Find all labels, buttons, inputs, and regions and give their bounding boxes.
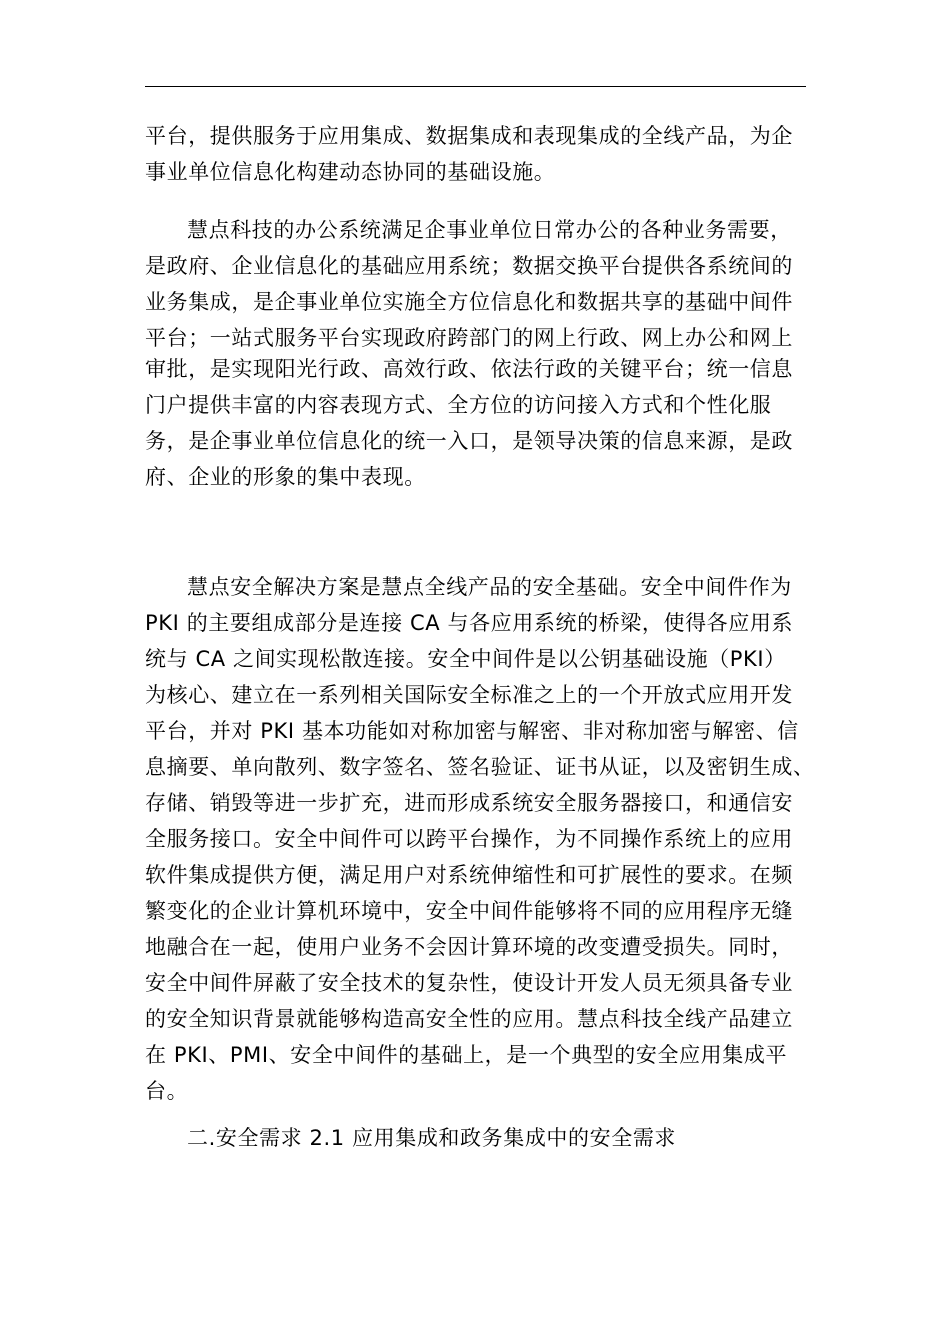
text-line: 台。 <box>145 1079 189 1103</box>
text-line: 府、企业的形象的集中表现。 <box>145 465 426 489</box>
text-line: 事业单位信息化构建动态协同的基础设施。 <box>145 160 556 184</box>
text-line: 为核心、建立在一系列相关国际安全标准之上的一个开放式应用开发 <box>145 683 793 707</box>
text-line: 平台，提供服务于应用集成、数据集成和表现集成的全线产品，为企 <box>145 124 793 148</box>
text-line: 是政府、企业信息化的基础应用系统；数据交换平台提供各系统间的 <box>145 254 793 278</box>
text-line: 审批，是实现阳光行政、高效行政、依法行政的关键平台；统一信息 <box>145 357 793 381</box>
text-line: 在 PKI、PMI、安全中间件的基础上，是一个典型的安全应用集成平 <box>145 1043 788 1067</box>
header-rule <box>145 86 806 87</box>
text-line: 息摘要、单向散列、数字签名、签名验证、证书从证，以及密钥生成、 <box>145 755 815 779</box>
text-line: 软件集成提供方便，满足用户对系统伸缩性和可扩展性的要求。在频 <box>145 863 793 887</box>
text-line: 存储、销毁等进一步扩充，进而形成系统安全服务器接口，和通信安 <box>145 791 793 815</box>
text-line: 地融合在一起，使用户业务不会因计算环境的改变遭受损失。同时， <box>145 935 793 959</box>
section-heading: 二.安全需求 2.1 应用集成和政务集成中的安全需求 <box>187 1126 677 1150</box>
text-line: 全服务接口。安全中间件可以跨平台操作，为不同操作系统上的应用 <box>145 827 793 851</box>
text-line: 平台；一站式服务平台实现政府跨部门的网上行政、网上办公和网上 <box>145 326 793 350</box>
text-line: 慧点科技的办公系统满足企事业单位日常办公的各种业务需要， <box>187 218 792 242</box>
text-line: 的安全知识背景就能够构造高安全性的应用。慧点科技全线产品建立 <box>145 1007 793 1031</box>
text-line: 统与 CA 之间实现松散连接。安全中间件是以公钥基础设施（PKI） <box>145 647 786 671</box>
text-line: 业务集成，是企事业单位实施全方位信息化和数据共享的基础中间件 <box>145 290 793 314</box>
text-line: 安全中间件屏蔽了安全技术的复杂性，使设计开发人员无须具备专业 <box>145 971 793 995</box>
text-line: 务，是企事业单位信息化的统一入口，是领导决策的信息来源，是政 <box>145 429 793 453</box>
text-line: 门户提供丰富的内容表现方式、全方位的访问接入方式和个性化服 <box>145 393 772 417</box>
text-line: PKI 的主要组成部分是连接 CA 与各应用系统的桥梁，使得各应用系 <box>145 611 794 635</box>
text-line: 平台，并对 PKI 基本功能如对称加密与解密、非对称加密与解密、信 <box>145 719 799 743</box>
text-line: 繁变化的企业计算机环境中，安全中间件能够将不同的应用程序无缝 <box>145 899 793 923</box>
text-line: 慧点安全解决方案是慧点全线产品的安全基础。安全中间件作为 <box>187 575 792 599</box>
